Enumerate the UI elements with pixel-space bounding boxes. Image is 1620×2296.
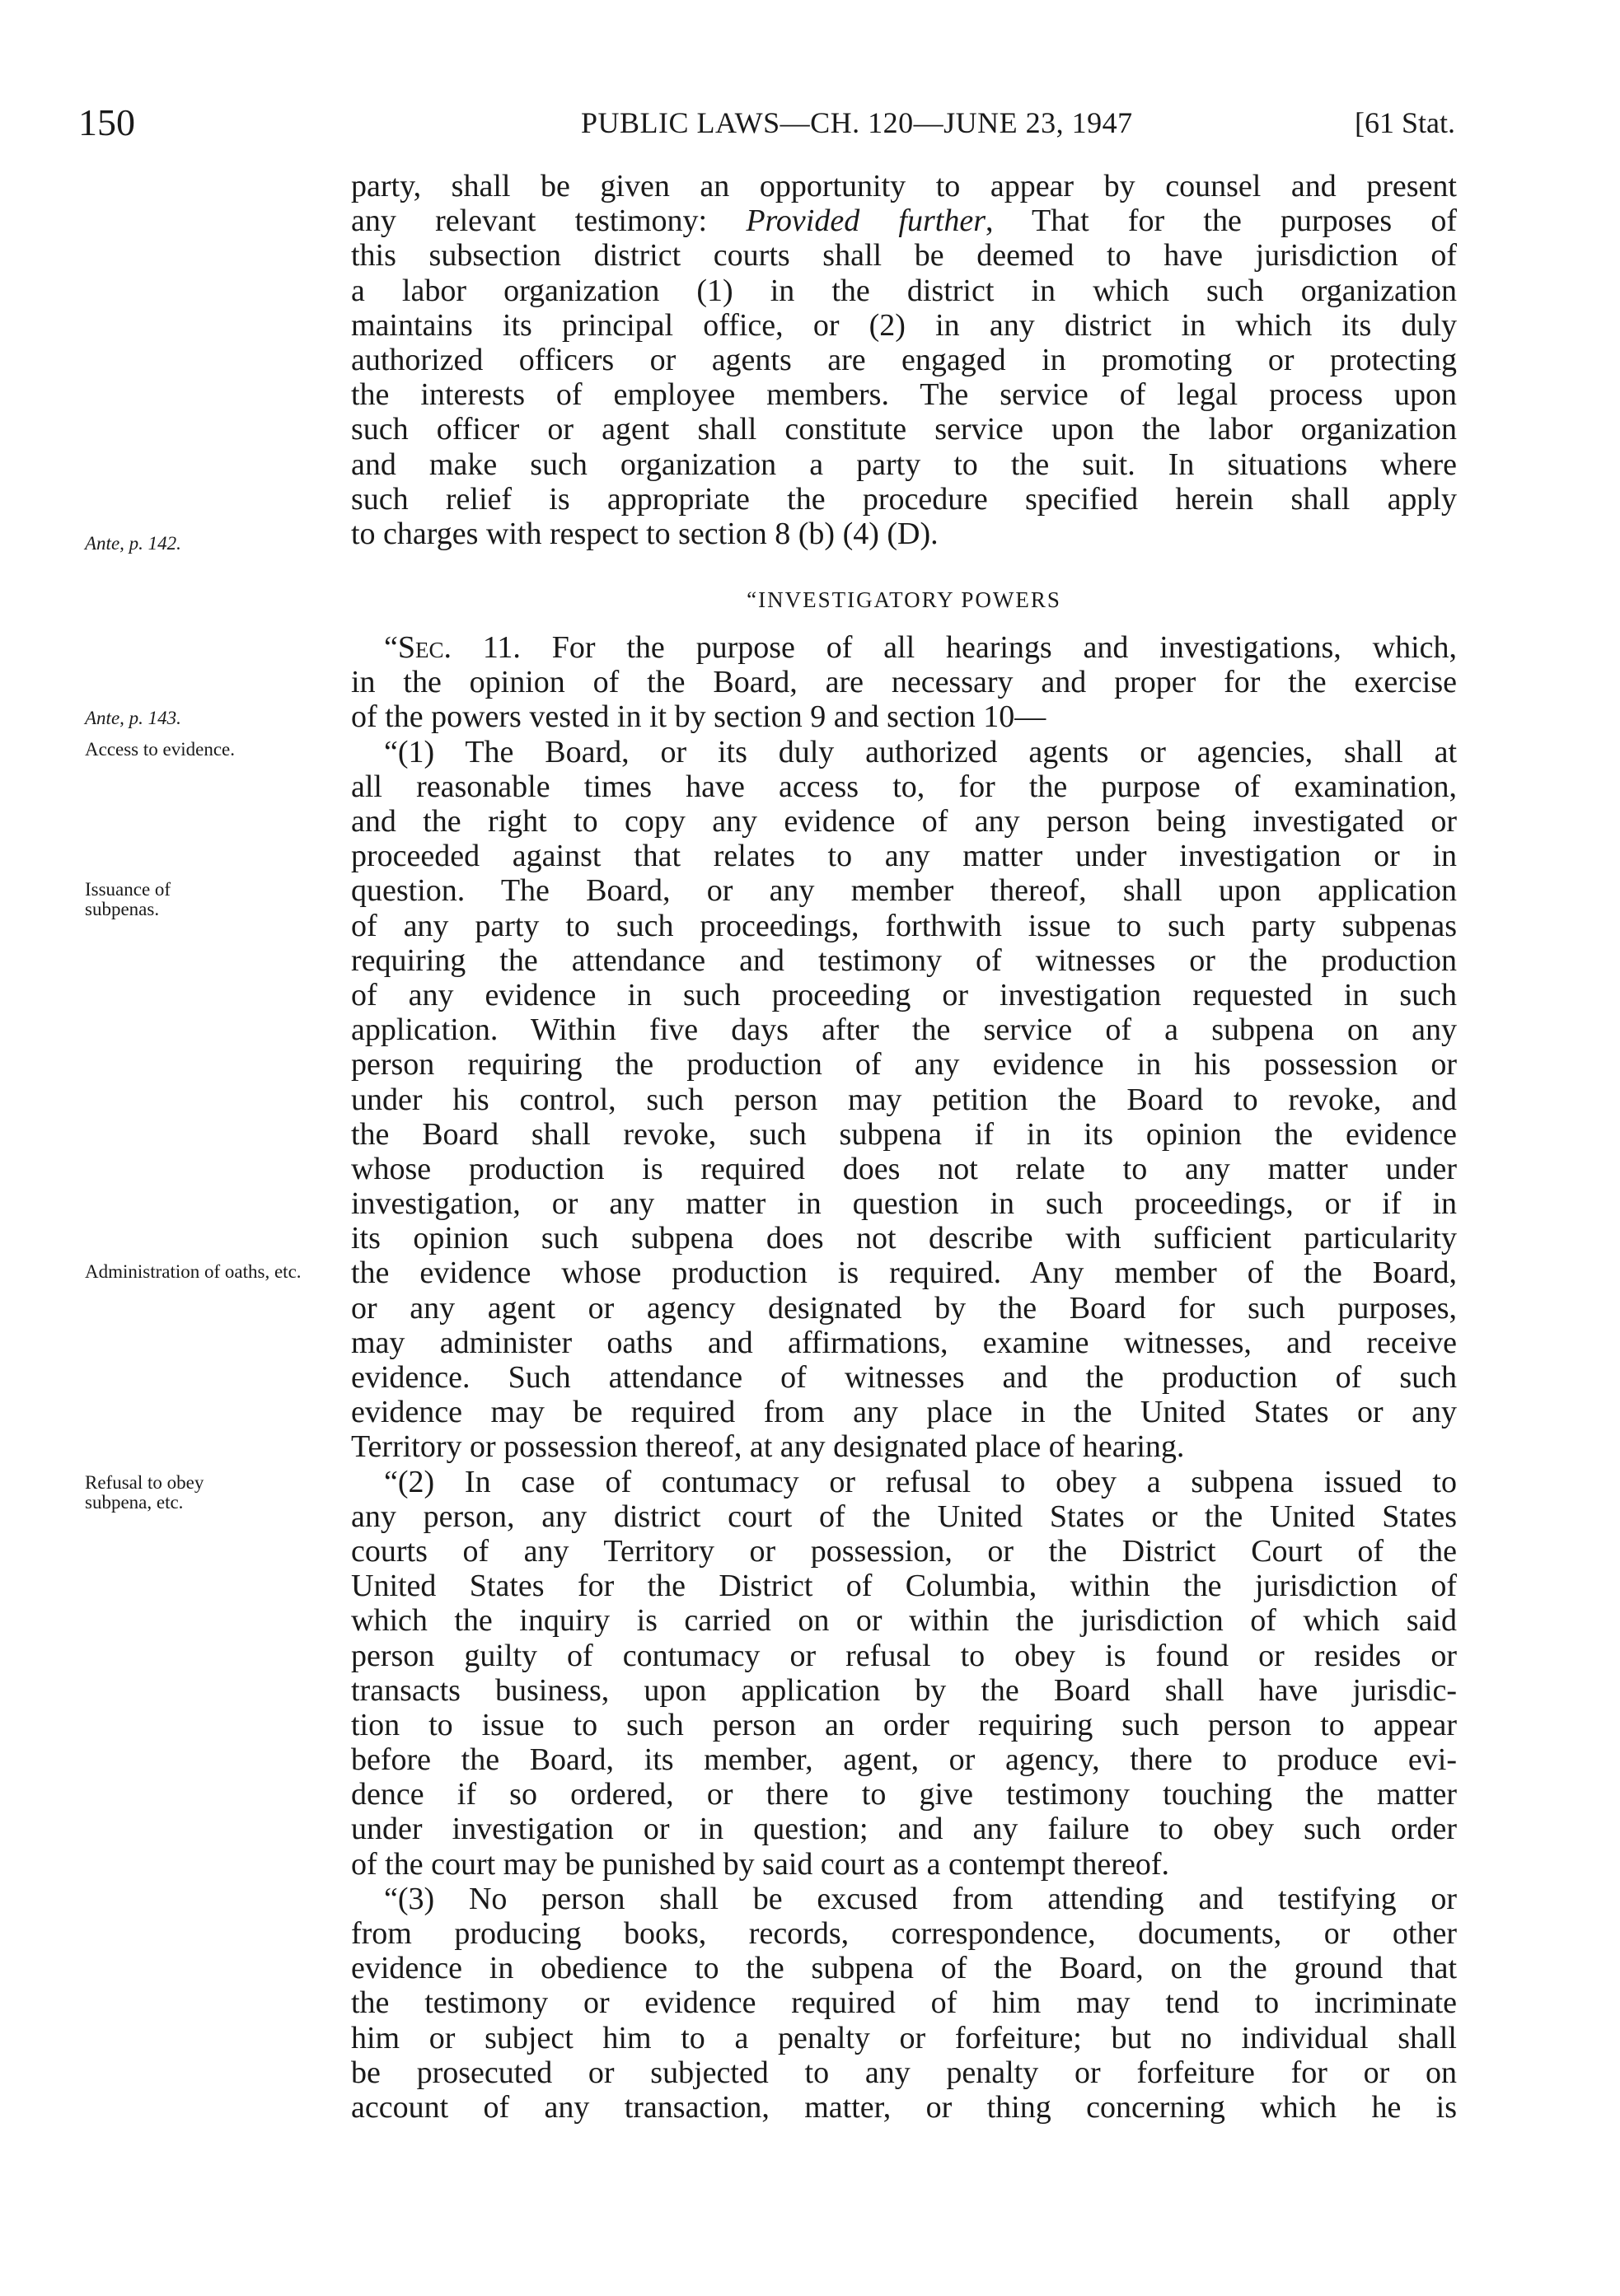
- text-line: courts of any Territory or possession, or the District Court of the: [351, 1533, 1457, 1569]
- text-line: such relief is appropriate the procedure specified herein shall apply: [351, 481, 1457, 517]
- text-line: the evidence whose production is required. Any member of the Board,: [351, 1256, 1457, 1291]
- margin-note-refusal-to-obey-subpena: Refusal to obey subpena, etc.: [85, 1472, 204, 1513]
- text-line: of the court may be punished by said court as a contempt thereof.: [351, 1846, 1169, 1882]
- main-text-column: [351, 169, 1457, 2125]
- text-line: “(1) The Board, or its duly authorized agents or agencies, shall at: [384, 734, 1457, 769]
- text-line: evidence may be required from any place in the United States or any: [351, 1395, 1457, 1430]
- section-11-intro: [351, 630, 1457, 735]
- text-line: account of any transaction, matter, or thing concerning which he is: [351, 2089, 1457, 2125]
- running-title: PUBLIC LAWS—CH. 120—JUNE 23, 1947: [581, 106, 1133, 139]
- text-line: investigation, or any matter in question in such proceedings, or if in: [351, 1186, 1457, 1222]
- text-line: a labor organization (1) in the district in which such organization: [351, 273, 1457, 308]
- page-header: [0, 101, 1620, 142]
- text-line: question. The Board, or any member thereof, shall upon application: [351, 873, 1457, 909]
- text-block-continuation: [351, 169, 1457, 551]
- margin-note-ante-143: Ante, p. 143.: [85, 708, 181, 728]
- text-line: to charges with respect to section 8 (b) (4) (D).: [351, 516, 939, 551]
- paragraph-3: [351, 1882, 1457, 2125]
- text-line: the Board shall revoke, such subpena if in its opinion the evidence: [351, 1116, 1457, 1152]
- text-line: maintains its principal office, or (2) in any district in which its duly: [351, 307, 1457, 343]
- volume-reference: [61 Stat.: [1355, 106, 1455, 139]
- text-line: of any evidence in such proceeding or investigation requested in such: [351, 977, 1457, 1012]
- text-line: in the opinion of the Board, are necessary and proper for the exercise: [351, 665, 1457, 700]
- text-line: the testimony or evidence required of him may tend to incriminate: [351, 1985, 1457, 2021]
- text-line: United States for the District of Columbia, within the jurisdiction of: [351, 1569, 1457, 1604]
- page-number: 150: [78, 101, 135, 143]
- text-line: person requiring the production of any evidence in his possession or: [351, 1047, 1457, 1083]
- text-line: tion to issue to such person an order requiring such person to appear: [351, 1707, 1457, 1742]
- paragraph-1: [351, 735, 1457, 1465]
- text-line: evidence. Such attendance of witnesses and the production of such: [351, 1360, 1457, 1395]
- text-line: evidence in obedience to the subpena of the Board, on the ground that: [351, 1951, 1457, 1986]
- text-line: application. Within five days after the service of a subpena on any: [351, 1012, 1457, 1048]
- text-line: “(3) No person shall be excused from attending and testifying or: [384, 1881, 1457, 1916]
- text-line: Territory or possession thereof, at any designated place of hearing.: [351, 1429, 1185, 1465]
- paragraph-2: [351, 1465, 1457, 1882]
- text-line: the interests of employee members. The service of legal process upon: [351, 377, 1457, 413]
- text-line: under investigation or in question; and any failure to obey such order: [351, 1812, 1457, 1847]
- text-line: before the Board, its member, agent, or agency, there to produce evi-: [351, 1742, 1457, 1778]
- margin-note-ante-142: Ante, p. 142.: [85, 533, 181, 554]
- text-line: may administer oaths and affirmations, examine witnesses, and receive: [351, 1325, 1457, 1360]
- text-line: and the right to copy any evidence of any person being investigated or: [351, 804, 1457, 839]
- text-line: or any agent or agency designated by the Board for such purposes,: [351, 1290, 1457, 1326]
- text-line: whose production is required does not relate to any matter under: [351, 1151, 1457, 1186]
- text-line: be prosecuted or subjected to any penalty or forfeiture for or on: [351, 2055, 1457, 2090]
- text-line: of any party to such proceedings, forthwith issue to such party subpenas: [351, 908, 1457, 943]
- text-line: from producing books, records, correspondence, documents, or other: [351, 1916, 1457, 1951]
- text-line: any relevant testimony: Provided further, That for the purposes of: [351, 203, 1457, 239]
- text-line: which the inquiry is carried on or within the jurisdiction of which said: [351, 1603, 1457, 1639]
- section-heading: “INVESTIGATORY POWERS: [747, 587, 1061, 613]
- text-line: party, shall be given an opportunity to appear by counsel and present: [351, 169, 1457, 203]
- text-line: such officer or agent shall constitute service upon the labor organization: [351, 412, 1457, 447]
- text-line: and make such organization a party to the suit. In situations where: [351, 447, 1457, 482]
- text-line: “(2) In case of contumacy or refusal to obey a subpena issued to: [384, 1464, 1457, 1499]
- text-line: all reasonable times have access to, for the purpose of examination,: [351, 769, 1457, 804]
- text-line: requiring the attendance and testimony of witnesses or the production: [351, 942, 1457, 978]
- text-line: him or subject him to a penalty or forfeiture; but no individual shall: [351, 2020, 1457, 2055]
- text-line: transacts business, upon application by the Board shall have jurisdic-: [351, 1672, 1457, 1708]
- text-line: under his control, such person may petition the Board to revoke, and: [351, 1082, 1457, 1117]
- text-line: any person, any district court of the United States or the United States: [351, 1499, 1457, 1534]
- margin-note-access-to-evidence: Access to evidence.: [85, 739, 236, 760]
- text-line: of the powers vested in it by section 9 and section 10—: [351, 699, 1046, 735]
- text-line: proceeded against that relates to any matter under investigation or in: [351, 839, 1457, 874]
- text-line: this subsection district courts shall be deemed to have jurisdiction of: [351, 238, 1457, 274]
- text-line: authorized officers or agents are engaged in promoting or protecting: [351, 342, 1457, 377]
- text-line: its opinion such subpena does not describe with sufficient particularity: [351, 1221, 1457, 1256]
- margin-note-issuance-of-subpenas: Issuance of subpenas.: [85, 879, 171, 919]
- text-line: person guilty of contumacy or refusal to obey is found or resides or: [351, 1638, 1457, 1673]
- margin-note-administration-of-oaths: Administration of oaths, etc.: [85, 1261, 302, 1282]
- text-line: dence if so ordered, or there to give testimony touching the matter: [351, 1777, 1457, 1812]
- text-line: “Sec. 11. For the purpose of all hearings and investigations, which,: [384, 630, 1457, 666]
